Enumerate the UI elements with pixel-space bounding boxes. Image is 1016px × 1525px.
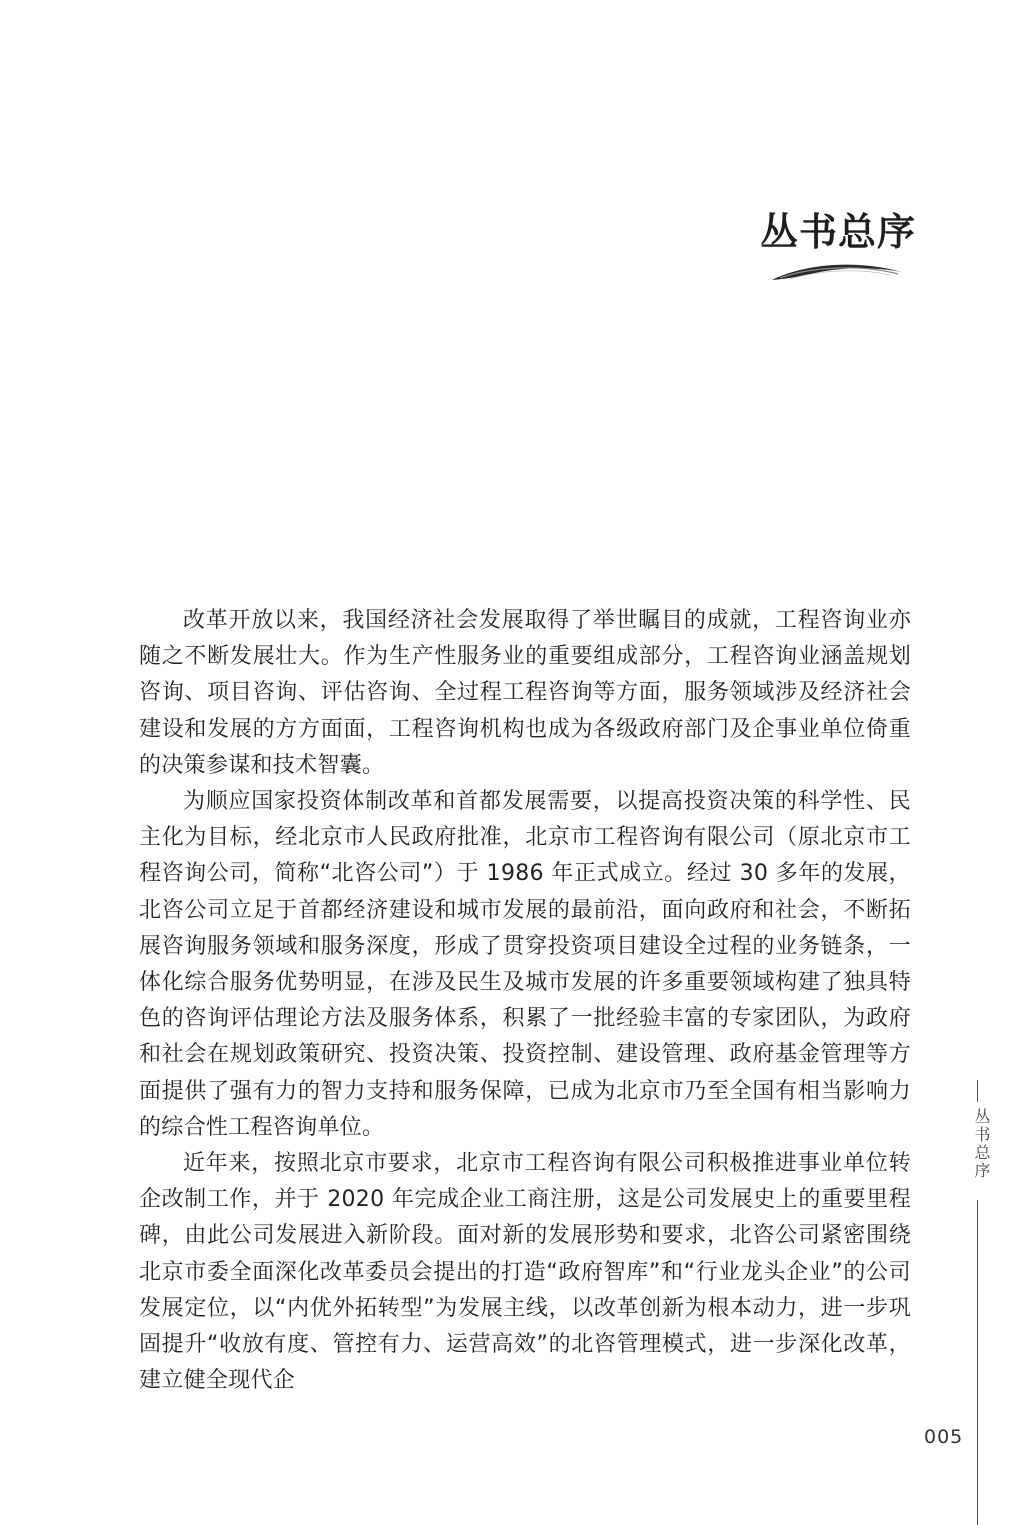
paragraph: 改革开放以来，我国经济社会发展取得了举世瞩目的成就，工程咨询业亦随之不断发展壮大。作为生产性服务业的重要组成部分，工程咨询业涵盖规划咨询、项目咨询、评估咨询、全过程工程咨询等方面，服务领域涉及经济社会建设和发展的方方面面，工程咨询机构也成为各级政府部门及企事业单位倚重的决策参谋和技术智囊。	[139, 608, 911, 778]
margin-rule-bottom	[977, 1200, 978, 1525]
brush-stroke-decoration	[770, 258, 905, 284]
page-number: 005	[924, 1426, 964, 1448]
paragraph: 为顺应国家投资体制改革和首都发展需要，以提高投资决策的科学性、民主化为目标，经北京市人民政府批准，北京市工程咨询有限公司（原北京市工程咨询公司，简称“北咨公司”）于 1986 年正式成立。经过 30 多年的发展，北咨公司立足于首都经济建设和城市发展的最前沿，面向政府和社会，不断拓展咨询服务领域和服务深度，形成了贯穿投资项目建设全过程的业务链条，一体化综合服务优势明显，在涉及民生及城市发展的许多重要领域构建了独具特色的咨询评估理论方法及服务体系，积累了一批经验丰富的专家团队，为政府和社会在规划政策研究、投资决策、投资控制、建设管理、政府基金管理等方面提供了强有力的智力支持和服务保障，已成为北京市乃至全国有相当影响力的综合性工程咨询单位。	[139, 789, 911, 1140]
paragraph: 近年来，按照北京市要求，北京市工程咨询有限公司积极推进事业单位转企改制工作，并于 2020 年完成企业工商注册，这是公司发展史上的重要里程碑，由此公司发展进入新阶段。面对新的发展形势和要求，北咨公司紧密围绕北京市委全面深化改革委员会提出的打造“政府智库”和“行业龙头企业”的公司发展定位，以“内优外拓转型”为发展主线，以改革创新为根本动力，进一步巩固提升“收放有度、管控有力、运营高效”的北咨管理模式，进一步深化改革，建立健全现代企	[139, 1151, 911, 1394]
page-title: 丛书总序	[760, 209, 917, 254]
running-header: 丛书总序	[972, 1108, 991, 1180]
margin-rule-top	[977, 1080, 978, 1102]
body-text	[139, 603, 911, 1399]
